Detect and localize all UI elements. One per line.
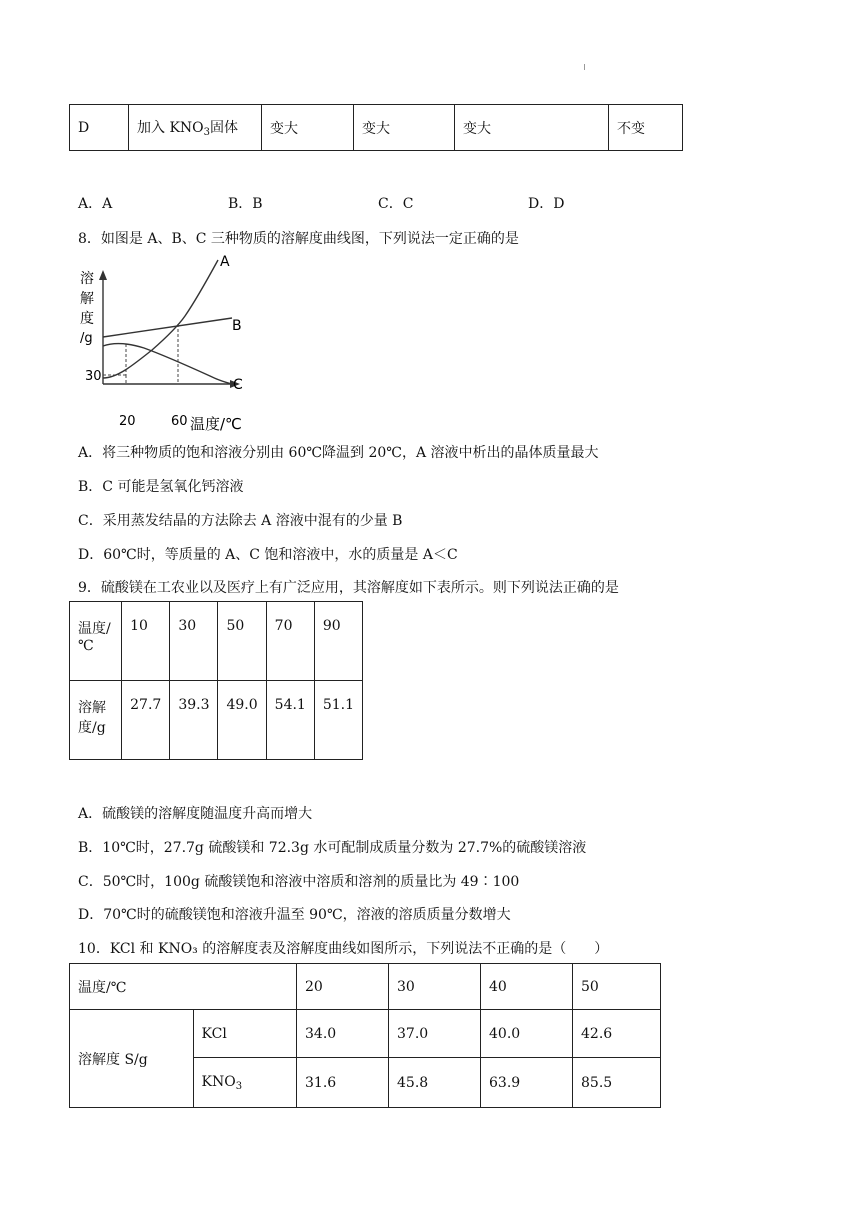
- table-row: [70, 602, 363, 681]
- table-cell: 不变: [609, 105, 683, 151]
- table-cell: 10: [122, 602, 170, 681]
- table-cell: 20: [297, 964, 389, 1010]
- q7-option-a: A．A: [78, 196, 113, 212]
- table-cell: 温度/℃: [70, 602, 122, 681]
- table-cell: KCl: [193, 1010, 296, 1058]
- table-cell: 90: [314, 602, 362, 681]
- y-axis-arrow: [99, 270, 107, 280]
- table-cell: 34.0: [297, 1010, 389, 1058]
- table-cell: 溶解度/g: [70, 681, 122, 760]
- table-cell: 27.7: [122, 681, 170, 760]
- table-cell: 30: [170, 602, 218, 681]
- table-cell: 49.0: [218, 681, 266, 760]
- q9-table: [69, 601, 363, 760]
- table-cell: 变大: [455, 105, 609, 151]
- table-row: [70, 105, 683, 151]
- table-cell: D: [70, 105, 129, 151]
- curve-label-a: A: [220, 254, 230, 270]
- q8-stem: 8．如图是 A、B、C 三种物质的溶解度曲线图，下列说法一定正确的是: [78, 231, 519, 247]
- table-cell: [193, 1058, 296, 1108]
- curve-label-c: C: [233, 377, 243, 393]
- table-cell: 50: [573, 964, 661, 1010]
- q10-stem: 10．KCl 和 KNO₃ 的溶解度表及溶解度曲线如图所示，下列说法不正确的是（ ）: [78, 941, 609, 957]
- table-row: [70, 681, 363, 760]
- q9-option-a: A．硫酸镁的溶解度随温度升高而增大: [78, 806, 313, 822]
- x-label: 温度/℃: [190, 415, 242, 433]
- table-cell: 50: [218, 602, 266, 681]
- curve-c: [103, 344, 232, 384]
- table-cell: 溶解度 S/g: [70, 1010, 194, 1108]
- table-cell: 54.1: [266, 681, 314, 760]
- table-cell: 31.6: [297, 1058, 389, 1108]
- table-cell: 63.9: [481, 1058, 573, 1108]
- page-mark: [584, 64, 585, 70]
- table-cell: 45.8: [389, 1058, 481, 1108]
- cell-text: KNO: [201, 1073, 236, 1090]
- table-cell: 温度/℃: [70, 964, 297, 1010]
- curve-a: [103, 260, 218, 378]
- q8-option-a: A．将三种物质的饱和溶液分别由 60℃降温到 20℃，A 溶液中析出的晶体质量最大: [78, 445, 599, 461]
- x-tick-60: 60: [171, 414, 188, 429]
- ylabel-1: 溶: [80, 271, 94, 287]
- q9-stem: 9．硫酸镁在工农业以及医疗上有广泛应用，其溶解度如下表所示。则下列说法正确的是: [78, 580, 619, 596]
- q7-option-b: B．B: [228, 196, 263, 212]
- q8-option-b: B．C 可能是氢氧化钙溶液: [78, 479, 244, 495]
- cell-text: 加入 KNO: [137, 120, 204, 136]
- table-cell: 40: [481, 964, 573, 1010]
- q9-option-d: D．70℃时的硫酸镁饱和溶液升温至 90℃，溶液的溶质质量分数增大: [78, 907, 511, 923]
- table-cell: 30: [389, 964, 481, 1010]
- subscript: 3: [203, 127, 211, 138]
- ylabel-4: /g: [80, 331, 93, 346]
- top-table: [69, 104, 683, 151]
- ylabel-3: 度: [80, 311, 94, 327]
- table-cell: 变大: [354, 105, 455, 151]
- ylabel-2: 解: [80, 291, 94, 307]
- table-cell: 85.5: [573, 1058, 661, 1108]
- q7-option-d: D．D: [528, 196, 565, 212]
- y-tick-30: 30: [85, 369, 102, 384]
- curve-b: [103, 318, 232, 337]
- table-cell: 70: [266, 602, 314, 681]
- table-cell: 39.3: [170, 681, 218, 760]
- table-cell: [129, 105, 262, 151]
- table-cell: 51.1: [314, 681, 362, 760]
- solubility-graph: [72, 248, 252, 438]
- table-cell: 变大: [262, 105, 354, 151]
- q8-option-c: C．采用蒸发结晶的方法除去 A 溶液中混有的少量 B: [78, 513, 403, 529]
- subscript: 3: [235, 1080, 243, 1092]
- table-row: [70, 964, 661, 1010]
- q9-option-b: B．10℃时，27.7g 硫酸镁和 72.3g 水可配制成质量分数为 27.7%的硫酸镁溶液: [78, 840, 587, 856]
- x-tick-20: 20: [119, 414, 136, 429]
- curve-label-b: B: [232, 318, 242, 334]
- table-cell: 42.6: [573, 1010, 661, 1058]
- table-cell: 40.0: [481, 1010, 573, 1058]
- table-row: [70, 1010, 661, 1058]
- q8-option-d: D．60℃时，等质量的 A、C 饱和溶液中，水的质量是 A＜C: [78, 547, 458, 563]
- table-cell: 37.0: [389, 1010, 481, 1058]
- q7-option-c: C．C: [378, 196, 414, 212]
- q10-table: [69, 963, 661, 1108]
- cell-text: 固体: [210, 120, 239, 136]
- q9-option-c: C．50℃时，100g 硫酸镁饱和溶液中溶质和溶剂的质量比为 49∶100: [78, 874, 520, 890]
